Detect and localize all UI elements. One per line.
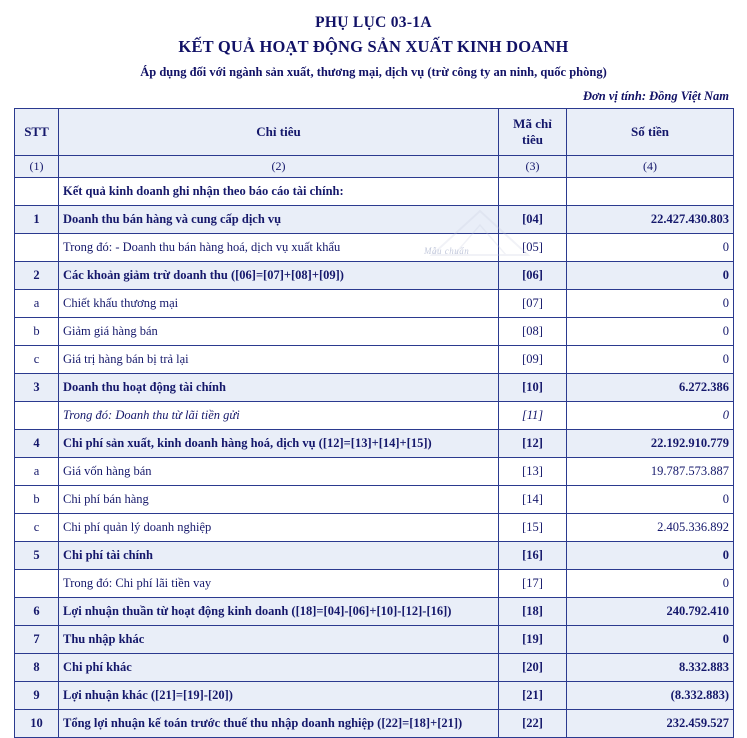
table-row xyxy=(15,374,734,402)
row-code: [19] xyxy=(499,626,567,654)
column-number-1: (1) xyxy=(15,156,59,178)
row-code: [13] xyxy=(499,458,567,486)
row-code: [10] xyxy=(499,374,567,402)
table-row xyxy=(15,486,734,514)
table-row xyxy=(15,234,734,262)
currency-unit-label: Đơn vị tính: Đồng Việt Nam xyxy=(583,89,729,103)
watermark-label: Mẫu chuẩn xyxy=(424,246,470,256)
row-amount: 8.332.883 xyxy=(567,654,734,682)
table-row xyxy=(15,262,734,290)
row-amount: 22.427.430.803 xyxy=(567,206,734,234)
table-row xyxy=(15,514,734,542)
row-code: [18] xyxy=(499,598,567,626)
column-number-2: (2) xyxy=(59,156,499,178)
business-results-table xyxy=(14,108,734,738)
row-stt xyxy=(15,178,59,206)
row-stt: 2 xyxy=(15,262,59,290)
row-amount: 0 xyxy=(567,234,734,262)
table-row xyxy=(15,290,734,318)
row-code: [09] xyxy=(499,346,567,374)
row-stt: 5 xyxy=(15,542,59,570)
row-amount: 0 xyxy=(567,318,734,346)
row-amount: 0 xyxy=(567,402,734,430)
row-code: [20] xyxy=(499,654,567,682)
row-indicator-name: Trong đó: Doanh thu từ lãi tiền gửi xyxy=(59,402,499,430)
row-amount: 232.459.527 xyxy=(567,710,734,738)
row-stt xyxy=(15,402,59,430)
document-header xyxy=(14,14,733,80)
row-indicator-name: Giảm giá hàng bán xyxy=(59,318,499,346)
table-column-number-row xyxy=(15,156,734,178)
row-amount: 0 xyxy=(567,570,734,598)
row-stt: b xyxy=(15,318,59,346)
table-row xyxy=(15,710,734,738)
row-stt: a xyxy=(15,458,59,486)
row-amount: (8.332.883) xyxy=(567,682,734,710)
table-row xyxy=(15,346,734,374)
row-code: [04] xyxy=(499,206,567,234)
row-indicator-name: Doanh thu hoạt động tài chính xyxy=(59,374,499,402)
row-stt: 7 xyxy=(15,626,59,654)
row-stt: 1 xyxy=(15,206,59,234)
row-indicator-name: Chi phí bán hàng xyxy=(59,486,499,514)
table-row xyxy=(15,430,734,458)
row-stt: 6 xyxy=(15,598,59,626)
row-code: [17] xyxy=(499,570,567,598)
row-indicator-name: Chi phí tài chính xyxy=(59,542,499,570)
row-indicator-name: Lợi nhuận thuần từ hoạt động kinh doanh ([18]=[04]-[06]+[10]-[12]-[16]) xyxy=(59,598,499,626)
row-code: [11] xyxy=(499,402,567,430)
document-scope-note: Áp dụng đối với ngành sản xuất, thương mại, dịch vụ (trừ công ty an ninh, quốc phòng) xyxy=(140,65,607,79)
row-code: [06] xyxy=(499,262,567,290)
column-number-4: (4) xyxy=(567,156,734,178)
row-amount xyxy=(567,178,734,206)
table-header xyxy=(15,109,734,178)
table-row xyxy=(15,402,734,430)
row-stt xyxy=(15,570,59,598)
row-amount: 0 xyxy=(567,542,734,570)
row-amount: 6.272.386 xyxy=(567,374,734,402)
row-amount: 2.405.336.892 xyxy=(567,514,734,542)
table-row xyxy=(15,458,734,486)
row-code: [08] xyxy=(499,318,567,346)
table-row xyxy=(15,654,734,682)
row-stt: c xyxy=(15,346,59,374)
row-amount: 0 xyxy=(567,290,734,318)
row-code: [12] xyxy=(499,430,567,458)
table-row xyxy=(15,318,734,346)
row-indicator-name: Các khoản giảm trừ doanh thu ([06]=[07]+[08]+[09]) xyxy=(59,262,499,290)
row-indicator-name: Trong đó: - Doanh thu bán hàng hoá, dịch vụ xuất khẩu xyxy=(59,234,499,262)
table-row xyxy=(15,178,734,206)
row-amount: 0 xyxy=(567,626,734,654)
table-row xyxy=(15,626,734,654)
row-stt: 10 xyxy=(15,710,59,738)
row-indicator-name: Chi phí quản lý doanh nghiệp xyxy=(59,514,499,542)
row-stt: 8 xyxy=(15,654,59,682)
row-indicator-name: Trong đó: Chi phí lãi tiền vay xyxy=(59,570,499,598)
table-row xyxy=(15,206,734,234)
row-stt: b xyxy=(15,486,59,514)
table-row xyxy=(15,598,734,626)
row-amount: 19.787.573.887 xyxy=(567,458,734,486)
row-stt: c xyxy=(15,514,59,542)
row-indicator-name: Doanh thu bán hàng và cung cấp dịch vụ xyxy=(59,206,499,234)
row-indicator-name: Chi phí sản xuất, kinh doanh hàng hoá, dịch vụ ([12]=[13]+[14]+[15]) xyxy=(59,430,499,458)
row-indicator-name: Chi phí khác xyxy=(59,654,499,682)
row-stt: 3 xyxy=(15,374,59,402)
row-indicator-name: Chiết khấu thương mại xyxy=(59,290,499,318)
row-amount: 0 xyxy=(567,346,734,374)
document-subtitle: KẾT QUẢ HOẠT ĐỘNG SẢN XUẤT KINH DOANH xyxy=(178,37,569,56)
row-indicator-name: Giá vốn hàng bán xyxy=(59,458,499,486)
row-indicator-name: Kết quả kinh doanh ghi nhận theo báo cáo tài chính: xyxy=(59,178,499,206)
row-amount: 240.792.410 xyxy=(567,598,734,626)
row-stt: a xyxy=(15,290,59,318)
row-code: [22] xyxy=(499,710,567,738)
row-code: [14] xyxy=(499,486,567,514)
column-header-indicator: Chỉ tiêu xyxy=(59,109,499,156)
row-indicator-name: Thu nhập khác xyxy=(59,626,499,654)
column-header-code: Mã chỉ tiêu xyxy=(499,109,567,156)
column-header-amount: Số tiền xyxy=(567,109,734,156)
table-row xyxy=(15,682,734,710)
row-code: [05] xyxy=(499,234,567,262)
table-row xyxy=(15,570,734,598)
row-code: [16] xyxy=(499,542,567,570)
row-code: [21] xyxy=(499,682,567,710)
table-body xyxy=(15,178,734,738)
row-stt xyxy=(15,234,59,262)
row-stt: 9 xyxy=(15,682,59,710)
row-amount: 0 xyxy=(567,486,734,514)
document-title: PHỤ LỤC 03-1A xyxy=(315,14,432,31)
row-amount: 0 xyxy=(567,262,734,290)
row-code: [07] xyxy=(499,290,567,318)
row-code xyxy=(499,178,567,206)
row-indicator-name: Lợi nhuận khác ([21]=[19]-[20]) xyxy=(59,682,499,710)
row-indicator-name: Tổng lợi nhuận kế toán trước thuế thu nhập doanh nghiệp ([22]=[18]+[21]) xyxy=(59,710,499,738)
column-header-stt: STT xyxy=(15,109,59,156)
table-header-row xyxy=(15,109,734,156)
row-indicator-name: Giá trị hàng bán bị trả lại xyxy=(59,346,499,374)
table-row xyxy=(15,542,734,570)
row-amount: 22.192.910.779 xyxy=(567,430,734,458)
row-code: [15] xyxy=(499,514,567,542)
column-number-3: (3) xyxy=(499,156,567,178)
row-stt: 4 xyxy=(15,430,59,458)
